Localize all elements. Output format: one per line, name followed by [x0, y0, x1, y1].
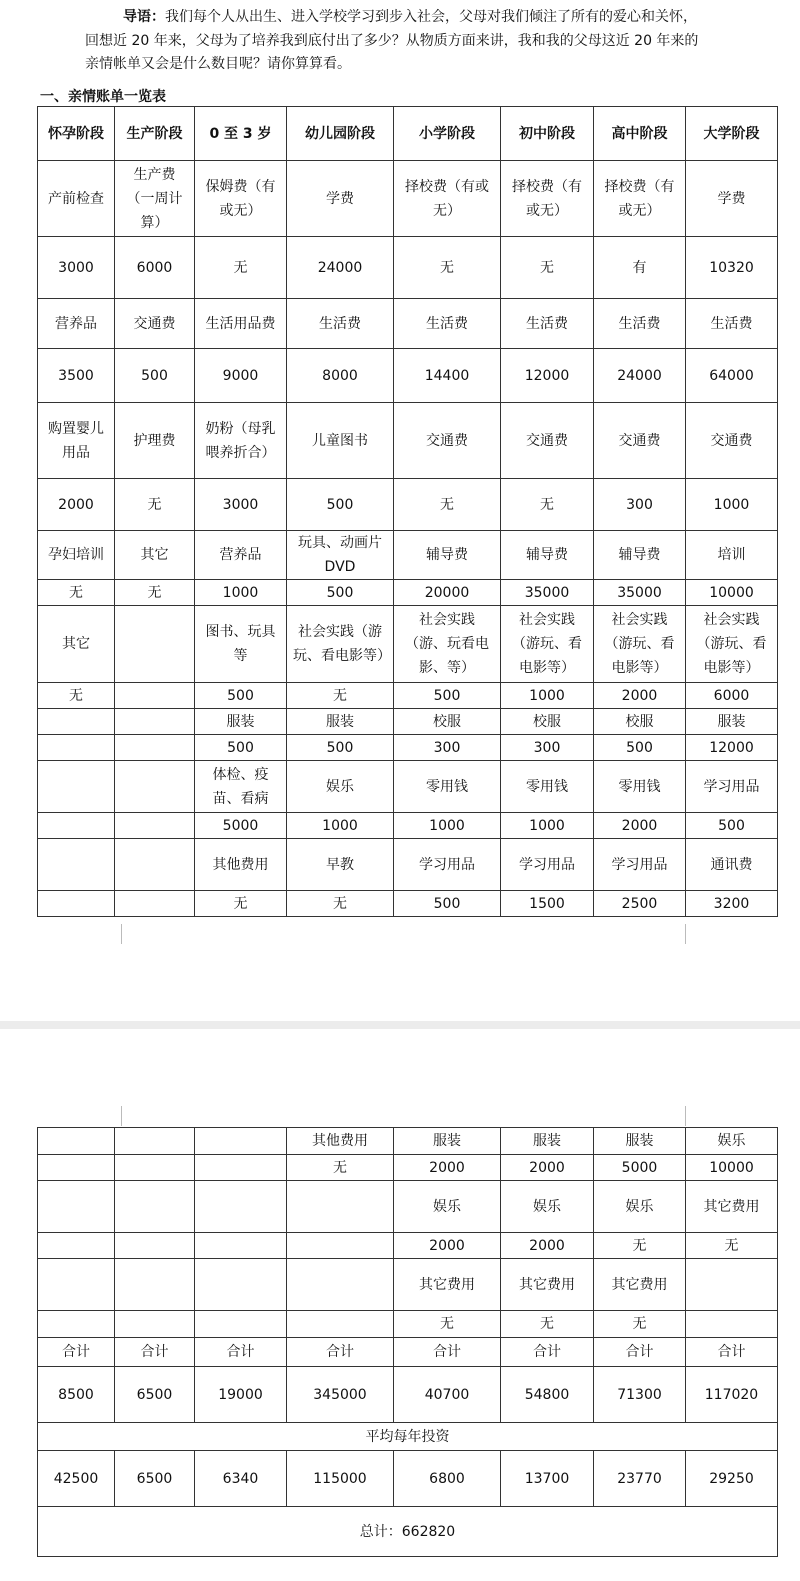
table-cell: 体检、疫苗、看病: [195, 761, 287, 813]
table-row: [38, 299, 778, 349]
table-cell: 无: [501, 1311, 594, 1338]
table-cell: 社会实践（游玩、看电影等）: [501, 606, 594, 683]
table-cell: 24000: [287, 237, 394, 299]
table-cell: [115, 709, 195, 735]
grand-total: 总计：662820: [38, 1507, 778, 1557]
table-cell: 8000: [287, 349, 394, 403]
average-row: [38, 1451, 778, 1507]
table-cell: 500: [686, 813, 778, 839]
table-row: [38, 1128, 778, 1155]
table-cell: 无: [686, 1233, 778, 1259]
table-cell: 5000: [195, 813, 287, 839]
table-cell: 初中阶段: [501, 107, 594, 161]
table-cell: 500: [115, 349, 195, 403]
table-row: [38, 891, 778, 917]
table-cell: [287, 1233, 394, 1259]
table-cell: 产前检查: [38, 161, 115, 237]
table-cell: 2500: [594, 891, 686, 917]
table-cell: 6500: [115, 1367, 195, 1423]
table-cell: 其它: [115, 531, 195, 580]
table-cell: [38, 1311, 115, 1338]
table-cell: 购置婴儿用品: [38, 403, 115, 479]
table-cell: 42500: [38, 1451, 115, 1507]
table-cell: 服装: [287, 709, 394, 735]
table-cell: [115, 1128, 195, 1155]
table-cell: 无: [394, 1311, 501, 1338]
table-cell: 校服: [594, 709, 686, 735]
table-cell: 娱乐: [394, 1181, 501, 1233]
table-row: [38, 709, 778, 735]
table-cell: [686, 1259, 778, 1311]
table-cell: 社会实践（游玩、看电影等）: [686, 606, 778, 683]
table-cell: 学习用品: [594, 839, 686, 891]
table-cell: 合计: [38, 1338, 115, 1367]
table-cell: 生活费: [287, 299, 394, 349]
table-cell: 怀孕阶段: [38, 107, 115, 161]
intro-line-1: 我们每个人从出生、进入学校学习到步入社会，父母对我们倾注了所有的爱心和关怀，: [165, 9, 697, 25]
table-cell: 社会实践（游、玩看电影、等）: [394, 606, 501, 683]
table-row: [38, 683, 778, 709]
page-edge-mark: [685, 924, 686, 944]
table-cell: 服装: [195, 709, 287, 735]
table-cell: 交通费: [501, 403, 594, 479]
table-cell: 生活费: [594, 299, 686, 349]
table-cell: 2000: [501, 1233, 594, 1259]
table-cell: 35000: [501, 580, 594, 606]
table-cell: 10320: [686, 237, 778, 299]
table-cell: 无: [38, 683, 115, 709]
table-cell: 2000: [394, 1155, 501, 1181]
table-cell: [195, 1311, 287, 1338]
table-cell: 通讯费: [686, 839, 778, 891]
table-cell: 无: [594, 1233, 686, 1259]
table-cell: [195, 1181, 287, 1233]
table-cell: 校服: [501, 709, 594, 735]
table-cell: 1000: [195, 580, 287, 606]
table-cell: 社会实践（游玩、看电影等）: [287, 606, 394, 683]
intro-line-3: 亲情帐单又会是什么数目呢？请你算算看。: [85, 56, 351, 72]
table-cell: [115, 606, 195, 683]
table-cell: 2000: [394, 1233, 501, 1259]
table-cell: 其它: [38, 606, 115, 683]
table-cell: 2000: [38, 479, 115, 531]
table-cell: 学费: [686, 161, 778, 237]
table-cell: 交通费: [394, 403, 501, 479]
table-cell: 服装: [501, 1128, 594, 1155]
table-cell: 无: [594, 1311, 686, 1338]
table-cell: [287, 1181, 394, 1233]
table-cell: 无: [115, 580, 195, 606]
table-row: [38, 161, 778, 237]
table-cell: 其它费用: [686, 1181, 778, 1233]
table-row: [38, 531, 778, 580]
table-cell: [115, 891, 195, 917]
table-cell: 20000: [394, 580, 501, 606]
table-row: [38, 1233, 778, 1259]
table-cell: [38, 1155, 115, 1181]
table-cell: [686, 1311, 778, 1338]
table-cell: [115, 813, 195, 839]
table-cell: 35000: [594, 580, 686, 606]
table-cell: 10000: [686, 1155, 778, 1181]
table-row: [38, 107, 778, 161]
table-cell: 娱乐: [501, 1181, 594, 1233]
table-cell: 无: [501, 479, 594, 531]
table-cell: 12000: [501, 349, 594, 403]
table-cell: 6340: [195, 1451, 287, 1507]
table-row: [38, 479, 778, 531]
table-cell: 娱乐: [287, 761, 394, 813]
table-cell: 幼儿园阶段: [287, 107, 394, 161]
bill-table-part-2: [37, 1127, 778, 1557]
table-cell: [287, 1259, 394, 1311]
table-cell: [38, 839, 115, 891]
table-cell: [195, 1155, 287, 1181]
table-cell: 合计: [195, 1338, 287, 1367]
table-cell: 10000: [686, 580, 778, 606]
table-cell: 零用钱: [594, 761, 686, 813]
table-cell: 交通费: [594, 403, 686, 479]
table-cell: 其他费用: [195, 839, 287, 891]
page-edge-mark: [121, 1106, 122, 1126]
table-row: [38, 1507, 778, 1557]
table-cell: [115, 1311, 195, 1338]
table-cell: 9000: [195, 349, 287, 403]
table-cell: 合计: [501, 1338, 594, 1367]
table-cell: 3000: [38, 237, 115, 299]
table-row: [38, 237, 778, 299]
table-cell: 营养品: [195, 531, 287, 580]
table-cell: 3500: [38, 349, 115, 403]
table-cell: [38, 761, 115, 813]
page-edge-mark: [685, 1106, 686, 1126]
table-cell: 1000: [287, 813, 394, 839]
table-cell: 2000: [594, 683, 686, 709]
table-cell: [115, 1181, 195, 1233]
table-cell: 其他费用: [287, 1128, 394, 1155]
table-row: [38, 1367, 778, 1423]
table-row: [38, 813, 778, 839]
table-cell: 无: [115, 479, 195, 531]
table-cell: 14400: [394, 349, 501, 403]
table-cell: 无: [287, 891, 394, 917]
table-cell: 校服: [394, 709, 501, 735]
table-cell: 无: [394, 237, 501, 299]
table-row: [38, 403, 778, 479]
table-cell: [115, 1233, 195, 1259]
table-cell: 无: [394, 479, 501, 531]
table-cell: [38, 813, 115, 839]
table-row: [38, 580, 778, 606]
table-row: [38, 1259, 778, 1311]
table-cell: 营养品: [38, 299, 115, 349]
table-cell: 29250: [686, 1451, 778, 1507]
table-cell: 交通费: [686, 403, 778, 479]
table-cell: 24000: [594, 349, 686, 403]
table-cell: 1000: [501, 813, 594, 839]
table-cell: 117020: [686, 1367, 778, 1423]
intro-label: 导语：: [123, 9, 165, 25]
table-row: [38, 1155, 778, 1181]
table-cell: 学习用品: [394, 839, 501, 891]
table-cell: 500: [287, 580, 394, 606]
table-cell: 300: [394, 735, 501, 761]
table-cell: 辅导费: [394, 531, 501, 580]
table-cell: 500: [394, 683, 501, 709]
table-cell: 300: [501, 735, 594, 761]
page-edge-mark: [121, 924, 122, 944]
table-cell: 有: [594, 237, 686, 299]
table-cell: 娱乐: [686, 1128, 778, 1155]
table-cell: 奶粉（母乳喂养折合）: [195, 403, 287, 479]
table-cell: 大学阶段: [686, 107, 778, 161]
table-cell: 无: [287, 1155, 394, 1181]
table-cell: 无: [501, 237, 594, 299]
table-row: [38, 1423, 778, 1451]
table-cell: [38, 1233, 115, 1259]
table-cell: 图书、玩具等: [195, 606, 287, 683]
table-cell: 生产阶段: [115, 107, 195, 161]
table-cell: 服装: [594, 1128, 686, 1155]
table-cell: 19000: [195, 1367, 287, 1423]
table-cell: 生活费: [394, 299, 501, 349]
table-cell: 合计: [287, 1338, 394, 1367]
table-row: [38, 839, 778, 891]
table-cell: 1000: [501, 683, 594, 709]
bill-table-part-1: [37, 106, 778, 917]
table-cell: 40700: [394, 1367, 501, 1423]
intro-paragraph: [85, 6, 775, 77]
table-cell: 345000: [287, 1367, 394, 1423]
table-cell: 无: [38, 580, 115, 606]
table-cell: 500: [394, 891, 501, 917]
table-cell: [195, 1128, 287, 1155]
table-cell: 3000: [195, 479, 287, 531]
table-cell: 1000: [394, 813, 501, 839]
table-cell: 6000: [115, 237, 195, 299]
table-cell: 零用钱: [501, 761, 594, 813]
table-cell: 500: [594, 735, 686, 761]
table-cell: [115, 1155, 195, 1181]
table-cell: 服装: [394, 1128, 501, 1155]
table-row: [38, 1338, 778, 1367]
table-cell: 其它费用: [394, 1259, 501, 1311]
table-cell: 儿童图书: [287, 403, 394, 479]
table-cell: 115000: [287, 1451, 394, 1507]
table-row: [38, 606, 778, 683]
table-cell: 12000: [686, 735, 778, 761]
table-cell: [115, 735, 195, 761]
table-cell: 6500: [115, 1451, 195, 1507]
table-cell: 小学阶段: [394, 107, 501, 161]
table-cell: [38, 891, 115, 917]
table-cell: 64000: [686, 349, 778, 403]
table-row: [38, 761, 778, 813]
table-cell: [115, 761, 195, 813]
table-cell: 6800: [394, 1451, 501, 1507]
table-cell: 学习用品: [686, 761, 778, 813]
table-cell: 生活费: [686, 299, 778, 349]
table-cell: 无: [195, 891, 287, 917]
table-cell: 合计: [115, 1338, 195, 1367]
table-cell: [38, 735, 115, 761]
table-cell: 500: [287, 735, 394, 761]
table-cell: 6000: [686, 683, 778, 709]
table-cell: [115, 839, 195, 891]
table-row: [38, 1181, 778, 1233]
table-cell: 1500: [501, 891, 594, 917]
table-cell: [38, 1181, 115, 1233]
table-row: [38, 349, 778, 403]
table-cell: [195, 1259, 287, 1311]
table-cell: 服装: [686, 709, 778, 735]
table-cell: 护理费: [115, 403, 195, 479]
table-cell: 保姆费（有或无）: [195, 161, 287, 237]
table-cell: 辅导费: [501, 531, 594, 580]
table-cell: 娱乐: [594, 1181, 686, 1233]
table-cell: 13700: [501, 1451, 594, 1507]
table-cell: [195, 1233, 287, 1259]
table-cell: 生活用品费: [195, 299, 287, 349]
table-cell: 1000: [686, 479, 778, 531]
table-cell: [38, 1259, 115, 1311]
table-cell: 300: [594, 479, 686, 531]
table-cell: 合计: [394, 1338, 501, 1367]
average-label: 平均每年投资: [38, 1423, 778, 1451]
page-break: [0, 1021, 800, 1029]
table-cell: 无: [195, 237, 287, 299]
table-cell: 0 至 3 岁: [195, 107, 287, 161]
table-cell: 学费: [287, 161, 394, 237]
table-cell: 交通费: [115, 299, 195, 349]
table-cell: 合计: [686, 1338, 778, 1367]
table-cell: 2000: [501, 1155, 594, 1181]
table-cell: 2000: [594, 813, 686, 839]
table-cell: [115, 683, 195, 709]
table-cell: [38, 709, 115, 735]
table-row: [38, 735, 778, 761]
table-cell: 其它费用: [594, 1259, 686, 1311]
table-cell: 71300: [594, 1367, 686, 1423]
table-cell: 生产费（一周计算）: [115, 161, 195, 237]
table-cell: 社会实践（游玩、看电影等）: [594, 606, 686, 683]
table-cell: 无: [287, 683, 394, 709]
table-row: [38, 1311, 778, 1338]
section-title: 一、亲情账单一览表: [40, 89, 166, 105]
table-cell: [38, 1128, 115, 1155]
table-cell: 500: [287, 479, 394, 531]
table-cell: 择校费（有或无）: [394, 161, 501, 237]
table-cell: 54800: [501, 1367, 594, 1423]
table-cell: 零用钱: [394, 761, 501, 813]
intro-line-2: 回想近 20 年来，父母为了培养我到底付出了多少？从物质方面来讲，我和我的父母这近 20 年来的: [85, 32, 699, 49]
table-cell: 高中阶段: [594, 107, 686, 161]
table-cell: [287, 1311, 394, 1338]
table-cell: 8500: [38, 1367, 115, 1423]
table-cell: 23770: [594, 1451, 686, 1507]
table-cell: 生活费: [501, 299, 594, 349]
table-cell: 辅导费: [594, 531, 686, 580]
table-cell: 500: [195, 683, 287, 709]
table-cell: 5000: [594, 1155, 686, 1181]
table-cell: 其它费用: [501, 1259, 594, 1311]
table-cell: 早教: [287, 839, 394, 891]
table-cell: 择校费（有或无）: [501, 161, 594, 237]
table-cell: 孕妇培训: [38, 531, 115, 580]
table-cell: 学习用品: [501, 839, 594, 891]
table-cell: 培训: [686, 531, 778, 580]
table-cell: 玩具、动画片 DVD: [287, 531, 394, 580]
table-cell: 合计: [594, 1338, 686, 1367]
table-cell: 择校费（有或无）: [594, 161, 686, 237]
table-cell: 500: [195, 735, 287, 761]
table-cell: 3200: [686, 891, 778, 917]
table-cell: [115, 1259, 195, 1311]
